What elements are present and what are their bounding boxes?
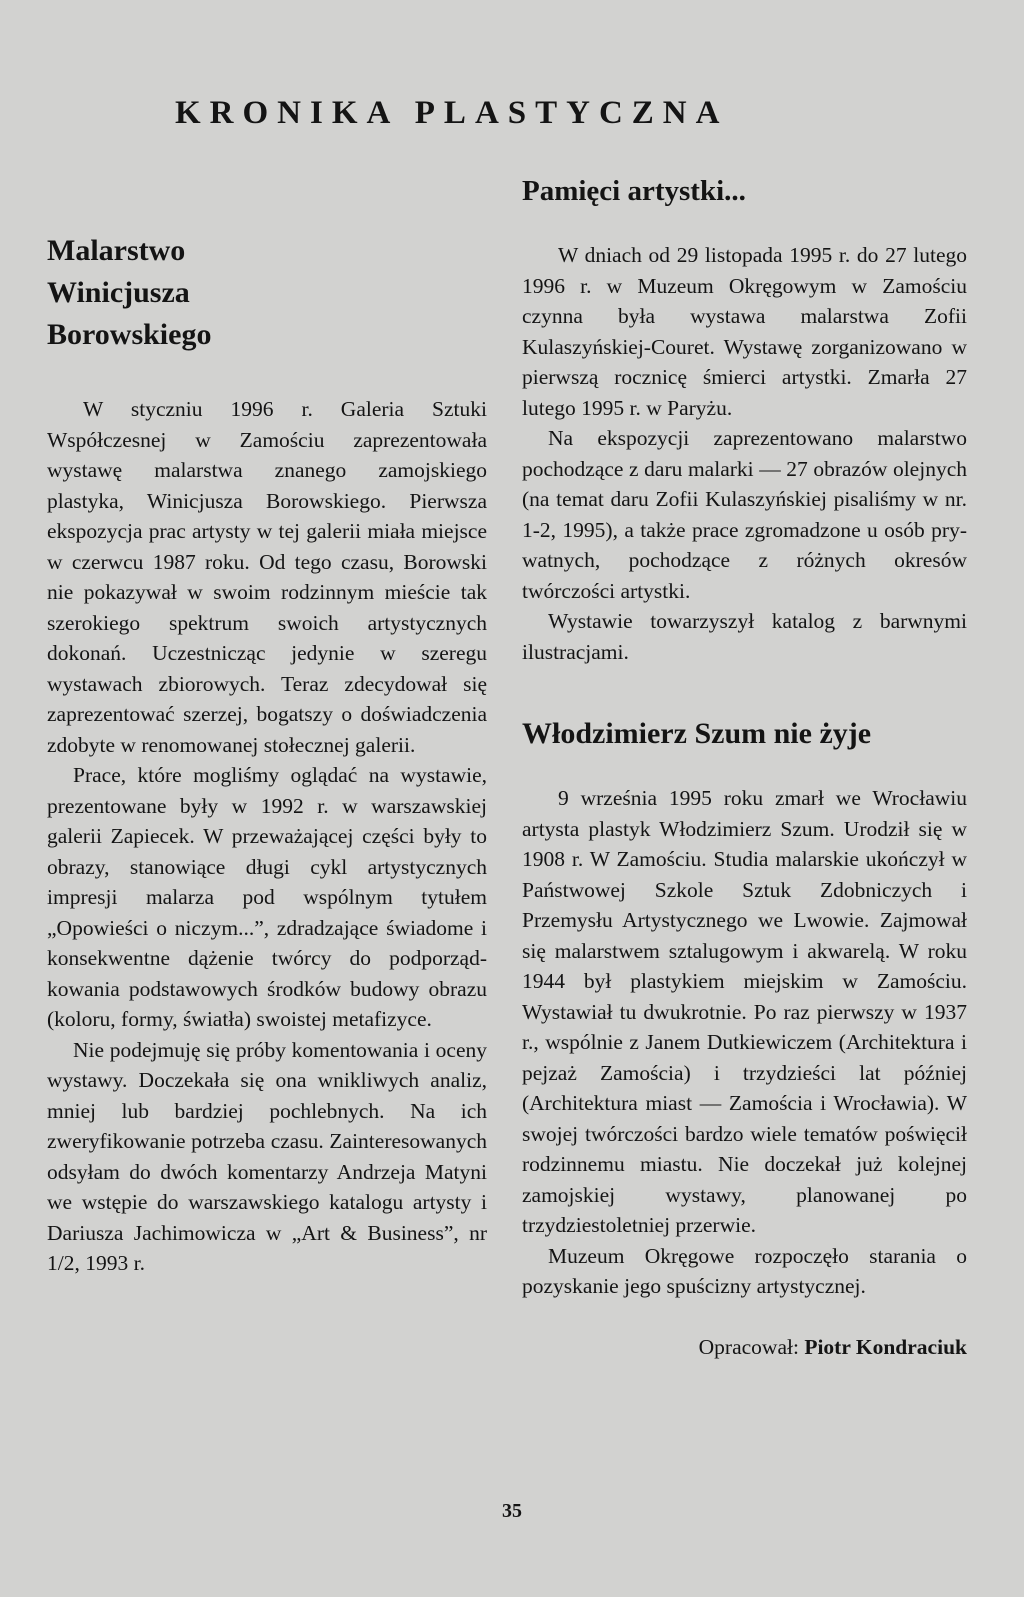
article-paragraph: Nie podejmuję się próby komentowania i oceny wystawy. Doczekała się ona wnikliwych analiz, mniej lub bardziej pochlebnych. Na ich zweryfikowanie potrzeba czasu. Zainteresowanych odsyłam do dwóch komentarzy Andrzeja Matyni we wstępie do warszawskiego katalogu artysty i Dariusza Jachimowicza w „Art & Business”, nr 1/2, 1993 r. [47, 1037, 487, 1275]
article-title-szum: Włodzimierz Szum nie żyje [522, 717, 872, 750]
article-paragraph: Muzeum Okręgowe rozpoczęło starania o pozyskanie jego spuścizny artystycznej. [522, 1243, 967, 1298]
article-paragraph: W dniach od 29 listopada 1995 r. do 27 lutego 1996 r. w Muzeum Okręgowym w Zamościu czynna była wystawa malarstwa Zofii Kulaszyńskiej-Couret. Wystawę zorganizowano w pierwszą rocznicę śmierci artystki. Zmarła 27 lutego 1995 r. w Paryżu. [522, 243, 967, 420]
page-number: 35 [502, 1500, 522, 1522]
left-column [47, 230, 487, 1279]
article-title-pamieci: Pamięci artystki... [522, 175, 746, 207]
article-paragraph: Wystawie towarzyszył katalog z barwnymi ilustracjami. [522, 609, 967, 664]
article-paragraph: Prace, które mogliśmy oglądać na wystawie, prezentowane były w 1992 r. w warszawskiej galerii Zapiecek. W przeważającej części były to obrazy, stanowiące długi cykl artystycznych impresji malarza pod wspólnym tytułem „Opowieści o niczym...”, zdradzające świadome i konsekwentne dążenie twórcy do podporządkowania podstawowych środków budowy obrazu (koloru, formy, światła) swoistej metafizyce. [47, 763, 487, 1031]
article-title-borowski: Malarstwo Winicjusza Borowskiego [47, 234, 212, 351]
article-paragraph: Na ekspozycji zaprezentowano malarstwo pochodzące z daru malarki — 27 obrazów olejnych (na temat daru Zofii Kulaszyńskiej pisaliśmy w nr. 1-2, 1995), a także prace zgromadzone u osób prywatnych, pochodzące z różnych okresów twórczości artystki. [522, 426, 967, 603]
section-header: KRONIKA PLASTYCZNA [175, 95, 729, 131]
article-paragraph: W styczniu 1996 r. Galeria Sztuki Współczesnej w Zamościu zaprezentowała wystawę malarstwa znanego zamojskiego plastyka, Winicjusza Borowskiego. Pierwsza ekspozycja prac artysty w tej galerii miała miejsce w czerwcu 1987 roku. Od tego czasu, Borowski nie pokazywał w swoim rodzinnym mieście tak szerokiego spektrum swoich artystycznych dokonań. Uczestnicząc jedynie w szeregu wystawach zbiorowych. Teraz zdecydował się zaprezentować szerzej, bogatszy o doświadczenia zdobyte w renomowanej stołecznej galerii. [47, 397, 487, 757]
right-column [522, 170, 967, 1362]
signature-label: Opracował: [698, 1334, 799, 1359]
signature-name: Piotr Kondraciuk [804, 1334, 967, 1359]
article-paragraph: 9 września 1995 roku zmarł we Wrocławiu artysta plastyk Włodzimierz Szum. Urodził się w 1908 r. W Zamościu. Studia malarskie ukończył w Państwowej Szkole Sztuk Zdobniczych i Przemysłu Artystycznego we Lwowie. Zajmował się malarstwem sztalugowym i akwarelą. W roku 1944 był plastykiem miejskim w Zamościu. Wystawiał tu dwukrotnie. Po raz pierwszy w 1937 r., wspólnie z Janem Dutkiewiczem (Architektura i pejzaż Zamościa) i trzydzieści lat później (Architektura miast — Zamościa i Wrocławia). W swojej twórczości bardzo wiele tematów poświęcił rodzinnemu miastu. Nie doczekał już kolejnej zamojskiej wystawy, planowanej po trzydziestoletniej przerwie. [522, 786, 967, 1237]
author-signature [522, 1332, 967, 1362]
